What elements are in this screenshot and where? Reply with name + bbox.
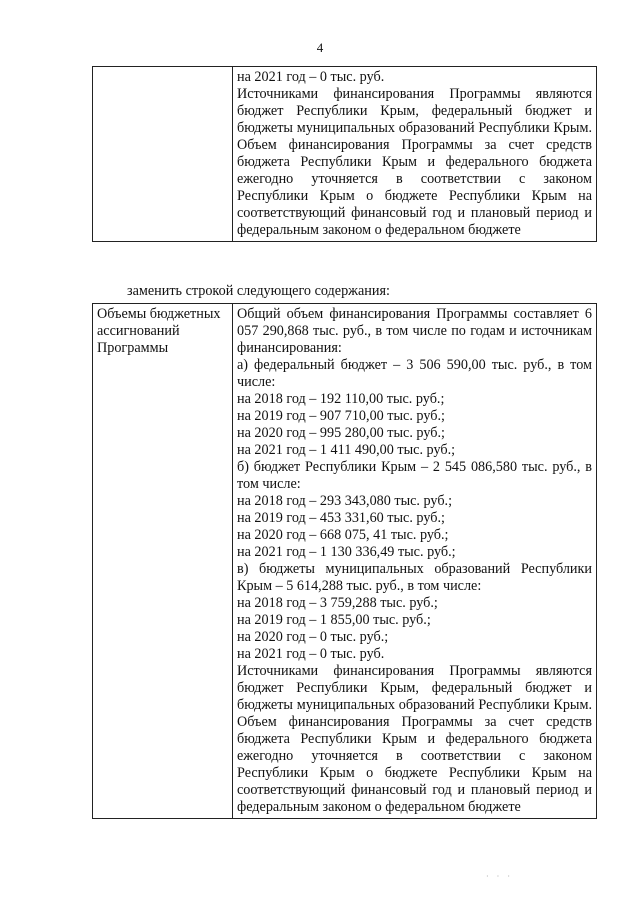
municipal-year-2021: на 2021 год – 0 тыс. руб. bbox=[237, 646, 385, 662]
municipal-year-2020: на 2020 год – 0 тыс. руб.; bbox=[237, 629, 389, 645]
total-funding-paragraph: Общий объем финансирования Программы составляет 6 057 290,868 тыс. руб., в том числе по годам и источникам финансирования: bbox=[237, 306, 592, 356]
republic-year-2021: на 2021 год – 1 130 336,49 тыс. руб.; bbox=[237, 544, 456, 560]
old-row-year-2021: на 2021 год – 0 тыс. руб. bbox=[237, 69, 385, 85]
old-row-content-cell bbox=[233, 67, 597, 242]
federal-year-2020: на 2020 год – 995 280,00 тыс. руб.; bbox=[237, 425, 445, 441]
new-row-content-cell bbox=[233, 304, 597, 819]
republic-year-2020: на 2020 год – 668 075, 41 тыс. руб.; bbox=[237, 527, 449, 543]
new-row-table bbox=[92, 303, 597, 819]
federal-year-2018: на 2018 год – 192 110,00 тыс. руб.; bbox=[237, 391, 445, 407]
municipal-budget-heading: в) бюджеты муниципальных образований Республики Крым – 5 614,288 тыс. руб., в том числе: bbox=[237, 561, 592, 594]
municipal-year-2019: на 2019 год – 1 855,00 тыс. руб.; bbox=[237, 612, 431, 628]
old-row-label-cell bbox=[93, 67, 233, 242]
page-number: 4 bbox=[316, 40, 324, 55]
new-row-sources-paragraph: Источниками финансирования Программы являются бюджет Республики Крым, федеральный бюджет и бюджеты муниципальных образований Республики Крым. Объем финансирования Программы за счет средств бюджета Республики Крым и федерального бюджета ежегодно уточняется в соответствии с законом Республики Крым о бюджете Республики Крым на соответствующий финансовый год и плановый период и федеральным законом о федеральном бюджете bbox=[237, 663, 592, 815]
table-row bbox=[93, 67, 597, 242]
old-row-sources-paragraph: Источниками финансирования Программы являются бюджет Республики Крым, федеральный бюджет и бюджеты муниципальных образований Республики Крым. Объем финансирования Программы за счет средств бюджета Республики Крым и федерального бюджета ежегодно уточняется в соответствии с законом Республики Крым о бюджете Республики Крым на соответствующий финансовый год и плановый период и федеральным законом о федеральном бюджете bbox=[237, 86, 592, 238]
federal-year-2019: на 2019 год – 907 710,00 тыс. руб.; bbox=[237, 408, 445, 424]
republic-budget-heading: б) бюджет Республики Крым – 2 545 086,580 тыс. руб., в том числе: bbox=[237, 459, 592, 492]
new-row-label-cell bbox=[93, 304, 233, 819]
table-row bbox=[93, 304, 597, 819]
republic-year-2019: на 2019 год – 453 331,60 тыс. руб.; bbox=[237, 510, 445, 526]
municipal-year-2018: на 2018 год – 3 759,288 тыс. руб.; bbox=[237, 595, 438, 611]
federal-year-2021: на 2021 год – 1 411 490,00 тыс. руб.; bbox=[237, 442, 456, 458]
old-row-table bbox=[92, 66, 597, 242]
scan-artifact: · · · bbox=[486, 872, 513, 881]
budget-allocations-label: Объемы бюджетных ассигнований Программы bbox=[97, 306, 221, 356]
federal-budget-heading: а) федеральный бюджет – 3 506 590,00 тыс. руб., в том числе: bbox=[237, 357, 592, 390]
republic-year-2018: на 2018 год – 293 343,080 тыс. руб.; bbox=[237, 493, 453, 509]
replacement-intro: заменить строкой следующего содержания: bbox=[127, 283, 390, 299]
